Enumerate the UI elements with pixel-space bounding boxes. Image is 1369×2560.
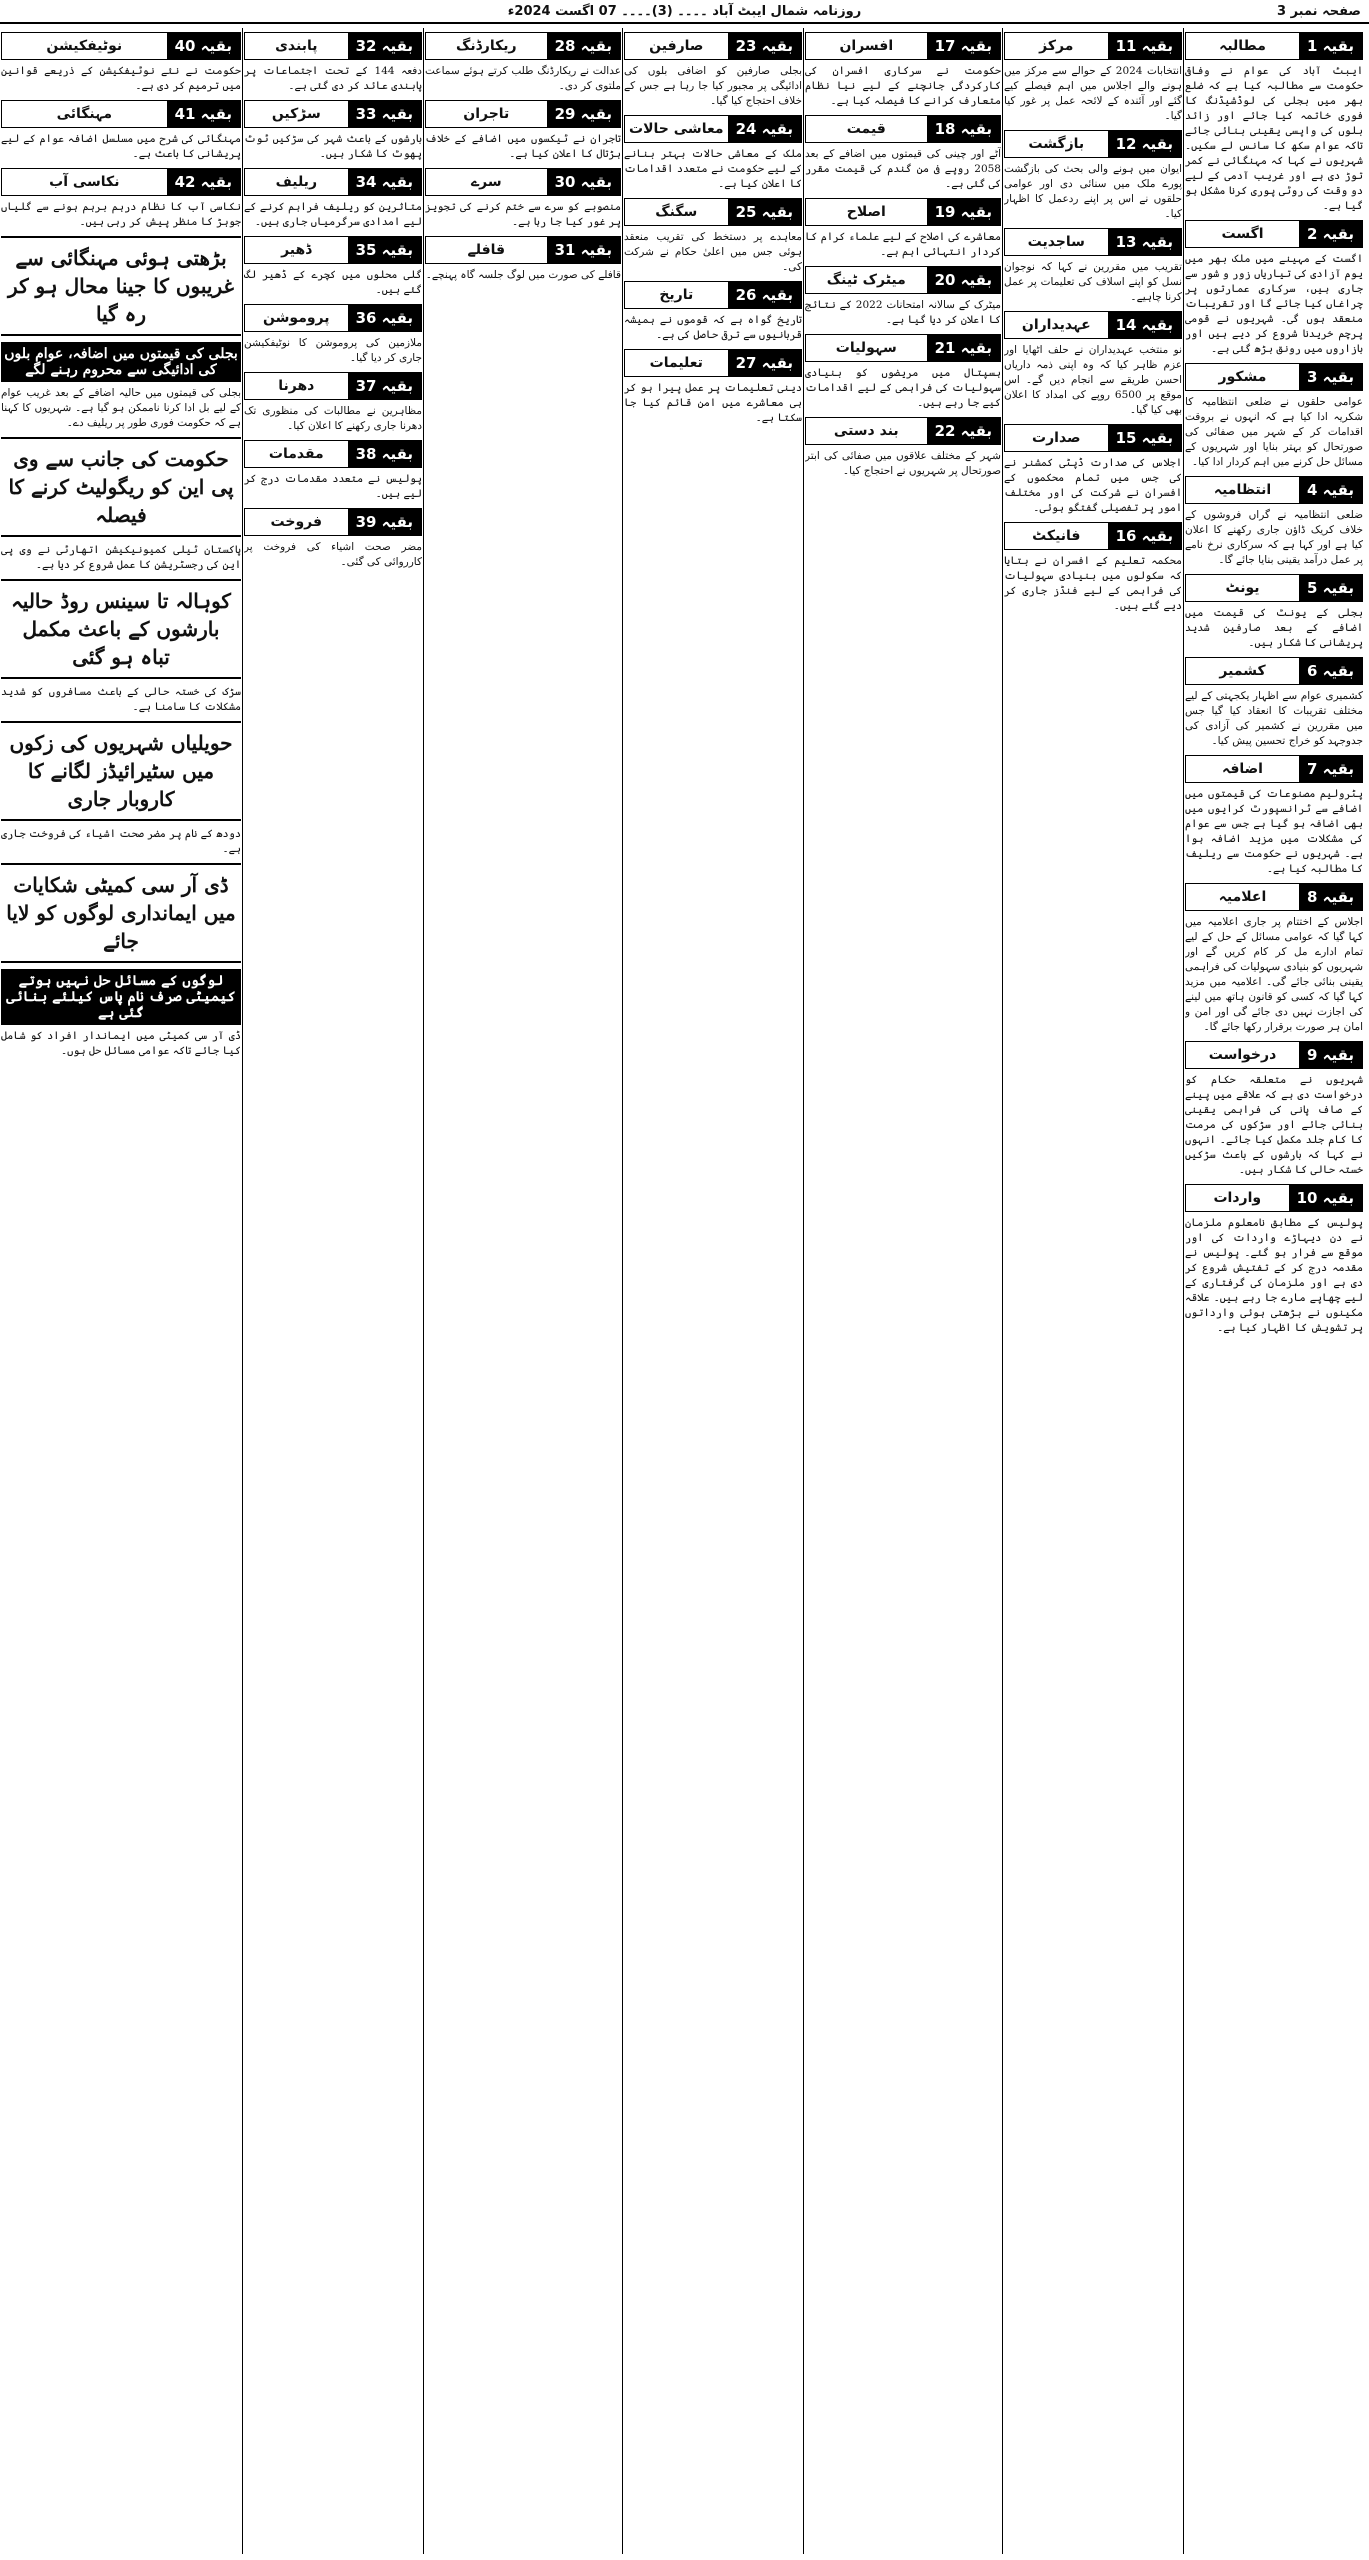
block-header [624,32,802,60]
block-header [1,100,241,128]
block-title: ڈھیر [245,237,348,263]
block-header [624,115,802,143]
block-title: معاشی حالات [625,116,728,142]
news-block [244,168,422,230]
column-6 [244,28,422,2554]
block-text: بجلی کے یونٹ کی قیمت میں اضافے کے بعد صارفین شدید پریشانی کا شکار ہیں۔ [1185,607,1363,649]
block-title: مشکور [1186,364,1299,390]
baqiya-tag: بقیہ 35 [348,237,421,263]
block-text: ایبٹ آباد کی عوام نے وفاقی حکومت سے مطالبہ کیا ہے کہ ضلع بھر میں بجلی کی لوڈشیڈنگ کا فوری خاتمہ کیا جائے اور زائد بلوں کی واپسی یقینی بنائی جائے تاکہ عوام سکھ کا سانس لے سکیں۔ شہریوں نے کہا کہ مہنگائی نے کمر توڑ دی ہے اور غریب آدمی کے لیے دو وقت کی روٹی پوری کرنا مشکل ہو گیا ہے۔ [1185,65,1363,212]
block-title: ریلیف [245,169,348,195]
block-header [425,100,621,128]
block-text: ہسپتال میں مریضوں کو بنیادی سہولیات کی فراہمی کے لیے اقدامات کیے جا رہے ہیں۔ [805,367,1001,409]
headline: ڈی آر سی کمیٹی شکایات میں ایمانداری لوگوں کو لایا جائے [1,863,241,963]
block-text: تاریخ گواہ ہے کہ قوموں نے ہمیشہ قربانیوں سے ترقی حاصل کی ہے۔ [624,314,802,341]
block-text: حکومت نے نئے نوٹیفکیشن کے ذریعے قوانین میں ترمیم کر دی ہے۔ [1,65,241,92]
block-text: ضلعی انتظامیہ نے گراں فروشوں کے خلاف کریک ڈاؤن جاری رکھنے کا اعلان کیا ہے اور کہا ہے کہ سرکاری نرخ نامے پر عمل درآمد یقینی بنایا جائے گا۔ [1185,509,1363,566]
news-block [1,168,241,230]
article-text: سڑک کی خستہ حالی کے باعث مسافروں کو شدید مشکلات کا سامنا ہے۔ [1,686,241,713]
block-text: حکومت نے سرکاری افسران کی کارکردگی جانچنے کے لیے نیا نظام متعارف کرانے کا فیصلہ کیا ہے۔ [805,65,1001,107]
baqiya-tag: بقیہ 41 [167,101,240,127]
baqiya-tag: بقیہ 15 [1108,425,1181,451]
block-text: کشمیری عوام سے اظہار یکجہتی کے لیے مختلف تقریبات کا انعقاد کیا گیا جس میں مقررین نے کشمیر کی آزادی کی جدوجہد کو خراج تحسین پیش کیا۔ [1185,690,1363,747]
baqiya-tag: بقیہ 18 [927,116,1000,142]
block-title: عہدیداران [1005,312,1108,338]
block-title: بند دستی [806,418,927,444]
news-block [1,32,241,94]
block-title: مہنگائی [2,101,167,127]
news-block [244,304,422,366]
block-header [805,32,1001,60]
block-header [805,417,1001,445]
baqiya-tag: بقیہ 39 [348,509,421,535]
block-header [1004,424,1182,452]
block-header [425,236,621,264]
block-header [1004,130,1182,158]
block-header [805,266,1001,294]
block-header [805,334,1001,362]
baqiya-tag: بقیہ 9 [1299,1042,1362,1068]
baqiya-tag: بقیہ 6 [1299,658,1362,684]
block-text: انتخابات 2024 کے حوالے سے مرکز میں ہونے والے اجلاس میں اہم فیصلے کیے گئے اور آئندہ کے لائحہ عمل پر غور کیا گیا۔ [1004,65,1182,122]
block-header [244,440,422,468]
page-label: صفحہ نمبر 3 [1277,3,1361,19]
masthead-title: روزنامہ شمال ایبٹ آباد ۔۔۔۔ (3)۔۔۔۔ 07 اگست 2024ء [507,3,862,19]
news-block [805,115,1001,192]
baqiya-tag: بقیہ 31 [547,237,620,263]
block-title: سرے [426,169,547,195]
baqiya-tag: بقیہ 37 [348,373,421,399]
block-title: ساجدیت [1005,229,1108,255]
block-header [1185,220,1363,248]
news-block [624,115,802,192]
block-header [1004,228,1182,256]
news-block [1004,522,1182,614]
masthead [0,0,1369,24]
block-title: تاریخ [625,282,728,308]
block-text: متاثرین کو ریلیف فراہم کرنے کے لیے امدادی سرگرمیاں جاری ہیں۔ [244,201,422,228]
news-block [425,168,621,230]
baqiya-tag: بقیہ 19 [927,199,1000,225]
block-text: معاشرے کی اصلاح کے لیے علماء کرام کا کردار انتہائی اہم ہے۔ [805,231,1001,258]
block-header [1004,522,1182,550]
news-block [624,281,802,343]
baqiya-tag: بقیہ 13 [1108,229,1181,255]
block-title: اعلامیہ [1186,884,1299,910]
block-title: قافلے [426,237,547,263]
news-block [805,334,1001,411]
headline: حکومت کی جانب سے وی پی این کو ریگولیٹ کرنے کا فیصلہ [1,437,241,537]
block-title: یونٹ [1186,575,1299,601]
block-header [1004,32,1182,60]
block-text: دفعہ 144 کے تحت اجتماعات پر پابندی عائد کر دی گئی ہے۔ [244,65,422,92]
news-block [1185,220,1363,357]
news-block [244,440,422,502]
article-text: پاکستان ٹیلی کمیونیکیشن اتھارٹی نے وی پی این کی رجسٹریشن کا عمل شروع کر دیا ہے۔ [1,544,241,571]
block-title: دھرنا [245,373,348,399]
block-header [805,115,1001,143]
baqiya-tag: بقیہ 1 [1299,33,1362,59]
baqiya-tag: بقیہ 32 [348,33,421,59]
headline: کوہالہ تا سینس روڈ حالیہ بارشوں کے باعث مکمل تباہ ہو گئی [1,579,241,679]
block-title: کشمیر [1186,658,1299,684]
block-title: اصلاح [806,199,927,225]
block-text: ایوان میں ہونے والی بحث کی بازگشت پورے ملک میں سنائی دی اور عوامی حلقوں نے اس پر اپنے ردعمل کا اظہار کیا۔ [1004,163,1182,220]
block-text: نو منتخب عہدیداران نے حلف اٹھایا اور عزم ظاہر کیا کہ وہ اپنی ذمہ داریاں احسن طریقے سے انجام دیں گے۔ اس موقع پر 6500 روپے کی امداد کا اعلان بھی کیا گیا۔ [1004,344,1182,416]
block-text: ملازمین کی پروموشن کا نوٹیفکیشن جاری کر دیا گیا۔ [244,337,422,364]
news-block [425,32,621,94]
block-title: مرکز [1005,33,1108,59]
block-header [1,168,241,196]
block-header [425,168,621,196]
block-header [1185,574,1363,602]
news-block [1004,424,1182,516]
news-block [244,372,422,434]
block-title: تاجران [426,101,547,127]
news-block [1004,228,1182,305]
block-title: پابندی [245,33,348,59]
baqiya-tag: بقیہ 7 [1299,756,1362,782]
subheadline: لوگوں کے مسائل حل نہیں ہوتے کیمیٹی صرف نام پاس کیلئے بنائی گئی ہے [1,969,241,1025]
news-block [805,417,1001,479]
block-title: افسران [806,33,927,59]
column-4 [624,28,802,2554]
news-block [624,32,802,109]
news-block [1185,883,1363,1035]
block-header [1004,311,1182,339]
block-title: فروخت [245,509,348,535]
block-text: تقریب میں مقررین نے کہا کہ نوجوان نسل کو اپنے اسلاف کی تعلیمات پر عمل کرنا چاہیے۔ [1004,261,1182,303]
block-title: مقدمات [245,441,348,467]
block-header [624,349,802,377]
column-rule [1183,28,1184,2554]
block-text: مضر صحت اشیاء کی فروخت پر کارروائی کی گئی۔ [244,541,422,568]
block-text: پولیس کے مطابق نامعلوم ملزمان نے دن دیہاڑے واردات کی اور موقع سے فرار ہو گئے۔ پولیس نے مقدمہ درج کر کے تفتیش شروع کر دی ہے اور ملزمان کی گرفتاری کے لیے چھاپے مارے جا رہے ہیں۔ علاقہ مکینوں نے بڑھتی ہوئی وارداتوں پر تشویش کا اظہار کیا ہے۔ [1185,1217,1363,1334]
baqiya-tag: بقیہ 3 [1299,364,1362,390]
block-title: اضافہ [1186,756,1299,782]
block-text: مہنگائی کی شرح میں مسلسل اضافہ عوام کے لیے پریشانی کا باعث ہے۔ [1,133,241,160]
baqiya-tag: بقیہ 26 [728,282,801,308]
baqiya-tag: بقیہ 36 [348,305,421,331]
block-header [244,100,422,128]
baqiya-tag: بقیہ 21 [927,335,1000,361]
block-text: شہریوں نے متعلقہ حکام کو درخواست دی ہے کہ علاقے میں پینے کے صاف پانی کی فراہمی یقینی بنائی جائے اور سڑکوں کی مرمت کا کام جلد مکمل کیا جائے۔ انہوں نے کہا کہ بارشوں کے باعث سڑکیں خستہ حالی کا شکار ہیں۔ [1185,1074,1363,1176]
block-text: شہر کے مختلف علاقوں میں صفائی کی ابتر صورتحال پر شہریوں نے احتجاج کیا۔ [805,450,1001,477]
baqiya-tag: بقیہ 24 [728,116,801,142]
news-block [425,236,621,283]
block-title: سڑکیں [245,101,348,127]
block-text: مظاہرین نے مطالبات کی منظوری تک دھرنا جاری رکھنے کا اعلان کیا۔ [244,405,422,432]
block-text: میٹرک کے سالانہ امتحانات 2022 کے نتائج کا اعلان کر دیا گیا ہے۔ [805,299,1001,326]
news-block [1185,1184,1363,1336]
baqiya-tag: بقیہ 2 [1299,221,1362,247]
headline: حویلیاں شہریوں کی زکوں میں سٹیرائیڈز لگانے کا کاروبار جاری [1,721,241,821]
news-block [1185,657,1363,749]
column-rule [423,28,424,2554]
block-header [1185,1184,1363,1212]
block-text: بجلی صارفین کو اضافی بلوں کی ادائیگی پر مجبور کیا جا رہا ہے جس کے خلاف احتجاج کیا گیا۔ [624,65,802,107]
block-header [1,32,241,60]
block-header [1185,32,1363,60]
block-header [1185,1041,1363,1069]
column-3 [805,28,1001,2554]
block-text: پولیس نے متعدد مقدمات درج کر لیے ہیں۔ [244,473,422,500]
column-rule [242,28,243,2554]
column-7 [1,28,241,2554]
baqiya-tag: بقیہ 27 [728,350,801,376]
block-title: نکاسی آب [2,169,167,195]
block-title: فانیکٹ [1005,523,1108,549]
news-block [1185,32,1363,214]
article-text: ڈی آر سی کمیٹی میں ایماندار افراد کو شامل کیا جائے تاکہ عوامی مسائل حل ہوں۔ [1,1030,241,1057]
news-block [1185,574,1363,651]
block-text: اجلاس کے اختتام پر جاری اعلامیہ میں کہا گیا کہ عوامی مسائل کے حل کے لیے تمام ادارے مل کر کام کریں گے اور شہریوں کو بنیادی سہولیات کی فراہمی یقینی بنائی جائے گی۔ اعلامیہ میں مزید کہا گیا کہ کسی کو قانون ہاتھ میں لینے کی اجازت نہیں دی جائے گی اور امن و امان ہر صورت برقرار رکھا جائے گا۔ [1185,916,1363,1033]
news-block [1004,32,1182,124]
news-block [1004,311,1182,418]
block-title: سگنگ [625,199,728,225]
baqiya-tag: بقیہ 22 [927,418,1000,444]
block-header [624,281,802,309]
block-text: تاجران نے ٹیکسوں میں اضافے کے خلاف ہڑتال کا اعلان کیا ہے۔ [425,133,621,160]
block-header [425,32,621,60]
news-block [805,32,1001,109]
baqiya-tag: بقیہ 17 [927,33,1000,59]
baqiya-tag: بقیہ 4 [1299,477,1362,503]
block-text: عدالت نے ریکارڈنگ طلب کرتے ہوئے سماعت ملتوی کر دی۔ [425,65,621,92]
column-rule [803,28,804,2554]
news-block [425,100,621,162]
baqiya-tag: بقیہ 23 [728,33,801,59]
block-header [1185,363,1363,391]
news-block [1185,1041,1363,1178]
block-title: صدارت [1005,425,1108,451]
news-block [1,100,241,162]
baqiya-tag: بقیہ 42 [167,169,240,195]
news-block [244,32,422,94]
column-5 [425,28,621,2554]
news-block [1185,476,1363,568]
baqiya-tag: بقیہ 30 [547,169,620,195]
block-header [805,198,1001,226]
column-1 [1185,28,1363,2554]
block-text: اگست کے مہینے میں ملک بھر میں یوم آزادی کی تیاریاں زور و شور سے جاری ہیں، سرکاری عمارتوں پر چراغاں کیا جائے گا اور تقریبات منعقد ہوں گی۔ شہریوں نے قومی پرچم خریدنا شروع کر دیے ہیں اور بازاروں میں رونق بڑھ گئی ہے۔ [1185,253,1363,355]
subheadline: بجلی کی قیمتوں میں اضافہ، عوام بلوں کی ادائیگی سے محروم رہنے لگے [1,342,241,382]
block-title: بازگشت [1005,131,1108,157]
block-text: نکاسی آب کا نظام درہم برہم ہونے سے گلیاں جوہڑ کا منظر پیش کر رہی ہیں۔ [1,201,241,228]
block-header [1185,657,1363,685]
baqiya-tag: بقیہ 10 [1289,1185,1362,1211]
block-text: گلی محلوں میں کچرے کے ڈھیر لگ گئے ہیں۔ [244,269,422,296]
baqiya-tag: بقیہ 34 [348,169,421,195]
block-title: ریکارڈنگ [426,33,547,59]
block-header [244,508,422,536]
news-block [805,198,1001,260]
news-block [1185,755,1363,877]
block-text: پٹرولیم مصنوعات کی قیمتوں میں اضافے سے ٹرانسپورٹ کرایوں میں بھی اضافہ ہو گیا ہے جس سے عوام کی مشکلات میں مزید اضافہ ہوا ہے۔ شہریوں نے حکومت سے ریلیف کا مطالبہ کیا ہے۔ [1185,788,1363,875]
block-header [1185,883,1363,911]
block-header [1185,476,1363,504]
news-block [244,236,422,298]
baqiya-tag: بقیہ 5 [1299,575,1362,601]
news-block [244,508,422,570]
column-2 [1004,28,1182,2554]
block-text: معاہدے پر دستخط کی تقریب منعقد ہوئی جس میں اعلیٰ حکام نے شرکت کی۔ [624,231,802,273]
column-rule [622,28,623,2554]
baqiya-tag: بقیہ 14 [1108,312,1181,338]
baqiya-tag: بقیہ 29 [547,101,620,127]
block-title: درخواست [1186,1042,1299,1068]
baqiya-tag: بقیہ 25 [728,199,801,225]
baqiya-tag: بقیہ 16 [1108,523,1181,549]
block-text: آٹے اور چینی کی قیمتوں میں اضافے کے بعد 2058 روپے فی من گندم کی قیمت مقرر کی گئی ہے۔ [805,148,1001,190]
block-title: انتظامیہ [1186,477,1299,503]
headline: بڑھتی ہوئی مہنگائی سے غریبوں کا جینا محال ہو کر رہ گیا [1,236,241,336]
block-text: قافلے کی صورت میں لوگ جلسہ گاہ پہنچے۔ [425,269,621,281]
block-text: محکمہ تعلیم کے افسران نے بتایا کہ سکولوں میں بنیادی سہولیات کی فراہمی کے لیے فنڈز جاری کر دیے گئے ہیں۔ [1004,555,1182,612]
block-text: منصوبے کو سرے سے ختم کرنے کی تجویز پر غور کیا جا رہا ہے۔ [425,201,621,228]
block-header [244,304,422,332]
block-title: واردات [1186,1185,1289,1211]
block-title: پروموشن [245,305,348,331]
baqiya-tag: بقیہ 33 [348,101,421,127]
news-block [1185,363,1363,470]
news-block [1004,130,1182,222]
block-header [624,198,802,226]
baqiya-tag: بقیہ 40 [167,33,240,59]
block-title: قیمت [806,116,927,142]
block-text: بارشوں کے باعث شہر کی سڑکیں ٹوٹ پھوٹ کا شکار ہیں۔ [244,133,422,160]
news-block [624,198,802,275]
news-block [244,100,422,162]
baqiya-tag: بقیہ 11 [1108,33,1181,59]
baqiya-tag: بقیہ 28 [547,33,620,59]
article-text: بجلی کی قیمتوں میں حالیہ اضافے کے بعد غریب عوام کے لیے بل ادا کرنا ناممکن ہو گیا ہے۔ شہریوں کا کہنا ہے کہ حکومت فوری طور پر ریلیف دے۔ [1,387,241,429]
article-text: دودھ کے نام پر مضر صحت اشیاء کی فروخت جاری ہے۔ [1,828,241,855]
column-rule [1002,28,1003,2554]
block-title: مطالبہ [1186,33,1299,59]
block-title: تعلیمات [625,350,728,376]
block-text: عوامی حلقوں نے ضلعی انتظامیہ کا شکریہ ادا کیا ہے کہ انہوں نے بروقت اقدامات کر کے شہر میں صفائی کی صورتحال کو بہتر بنایا اور شہریوں کے مسائل حل کرنے میں اہم کردار ادا کیا۔ [1185,396,1363,468]
block-header [244,372,422,400]
block-title: اگست [1186,221,1299,247]
block-title: صارفین [625,33,728,59]
block-title: سہولیات [806,335,927,361]
block-text: دینی تعلیمات پر عمل پیرا ہو کر ہی معاشرے میں امن قائم کیا جا سکتا ہے۔ [624,382,802,424]
block-text: ملک کے معاشی حالات بہتر بنانے کے لیے حکومت نے متعدد اقدامات کا اعلان کیا ہے۔ [624,148,802,190]
baqiya-tag: بقیہ 8 [1299,884,1362,910]
block-header [1185,755,1363,783]
news-block [624,349,802,426]
block-header [244,168,422,196]
block-header [244,32,422,60]
block-text: اجلاس کی صدارت ڈپٹی کمشنر نے کی جس میں تمام محکموں کے افسران نے شرکت کی اور مختلف امور پر تفصیلی گفتگو ہوئی۔ [1004,457,1182,514]
block-title: نوٹیفکیشن [2,33,167,59]
baqiya-tag: بقیہ 12 [1108,131,1181,157]
baqiya-tag: بقیہ 20 [927,267,1000,293]
block-header [244,236,422,264]
news-block [805,266,1001,328]
baqiya-tag: بقیہ 38 [348,441,421,467]
block-title: میٹرک ٹینگ [806,267,927,293]
